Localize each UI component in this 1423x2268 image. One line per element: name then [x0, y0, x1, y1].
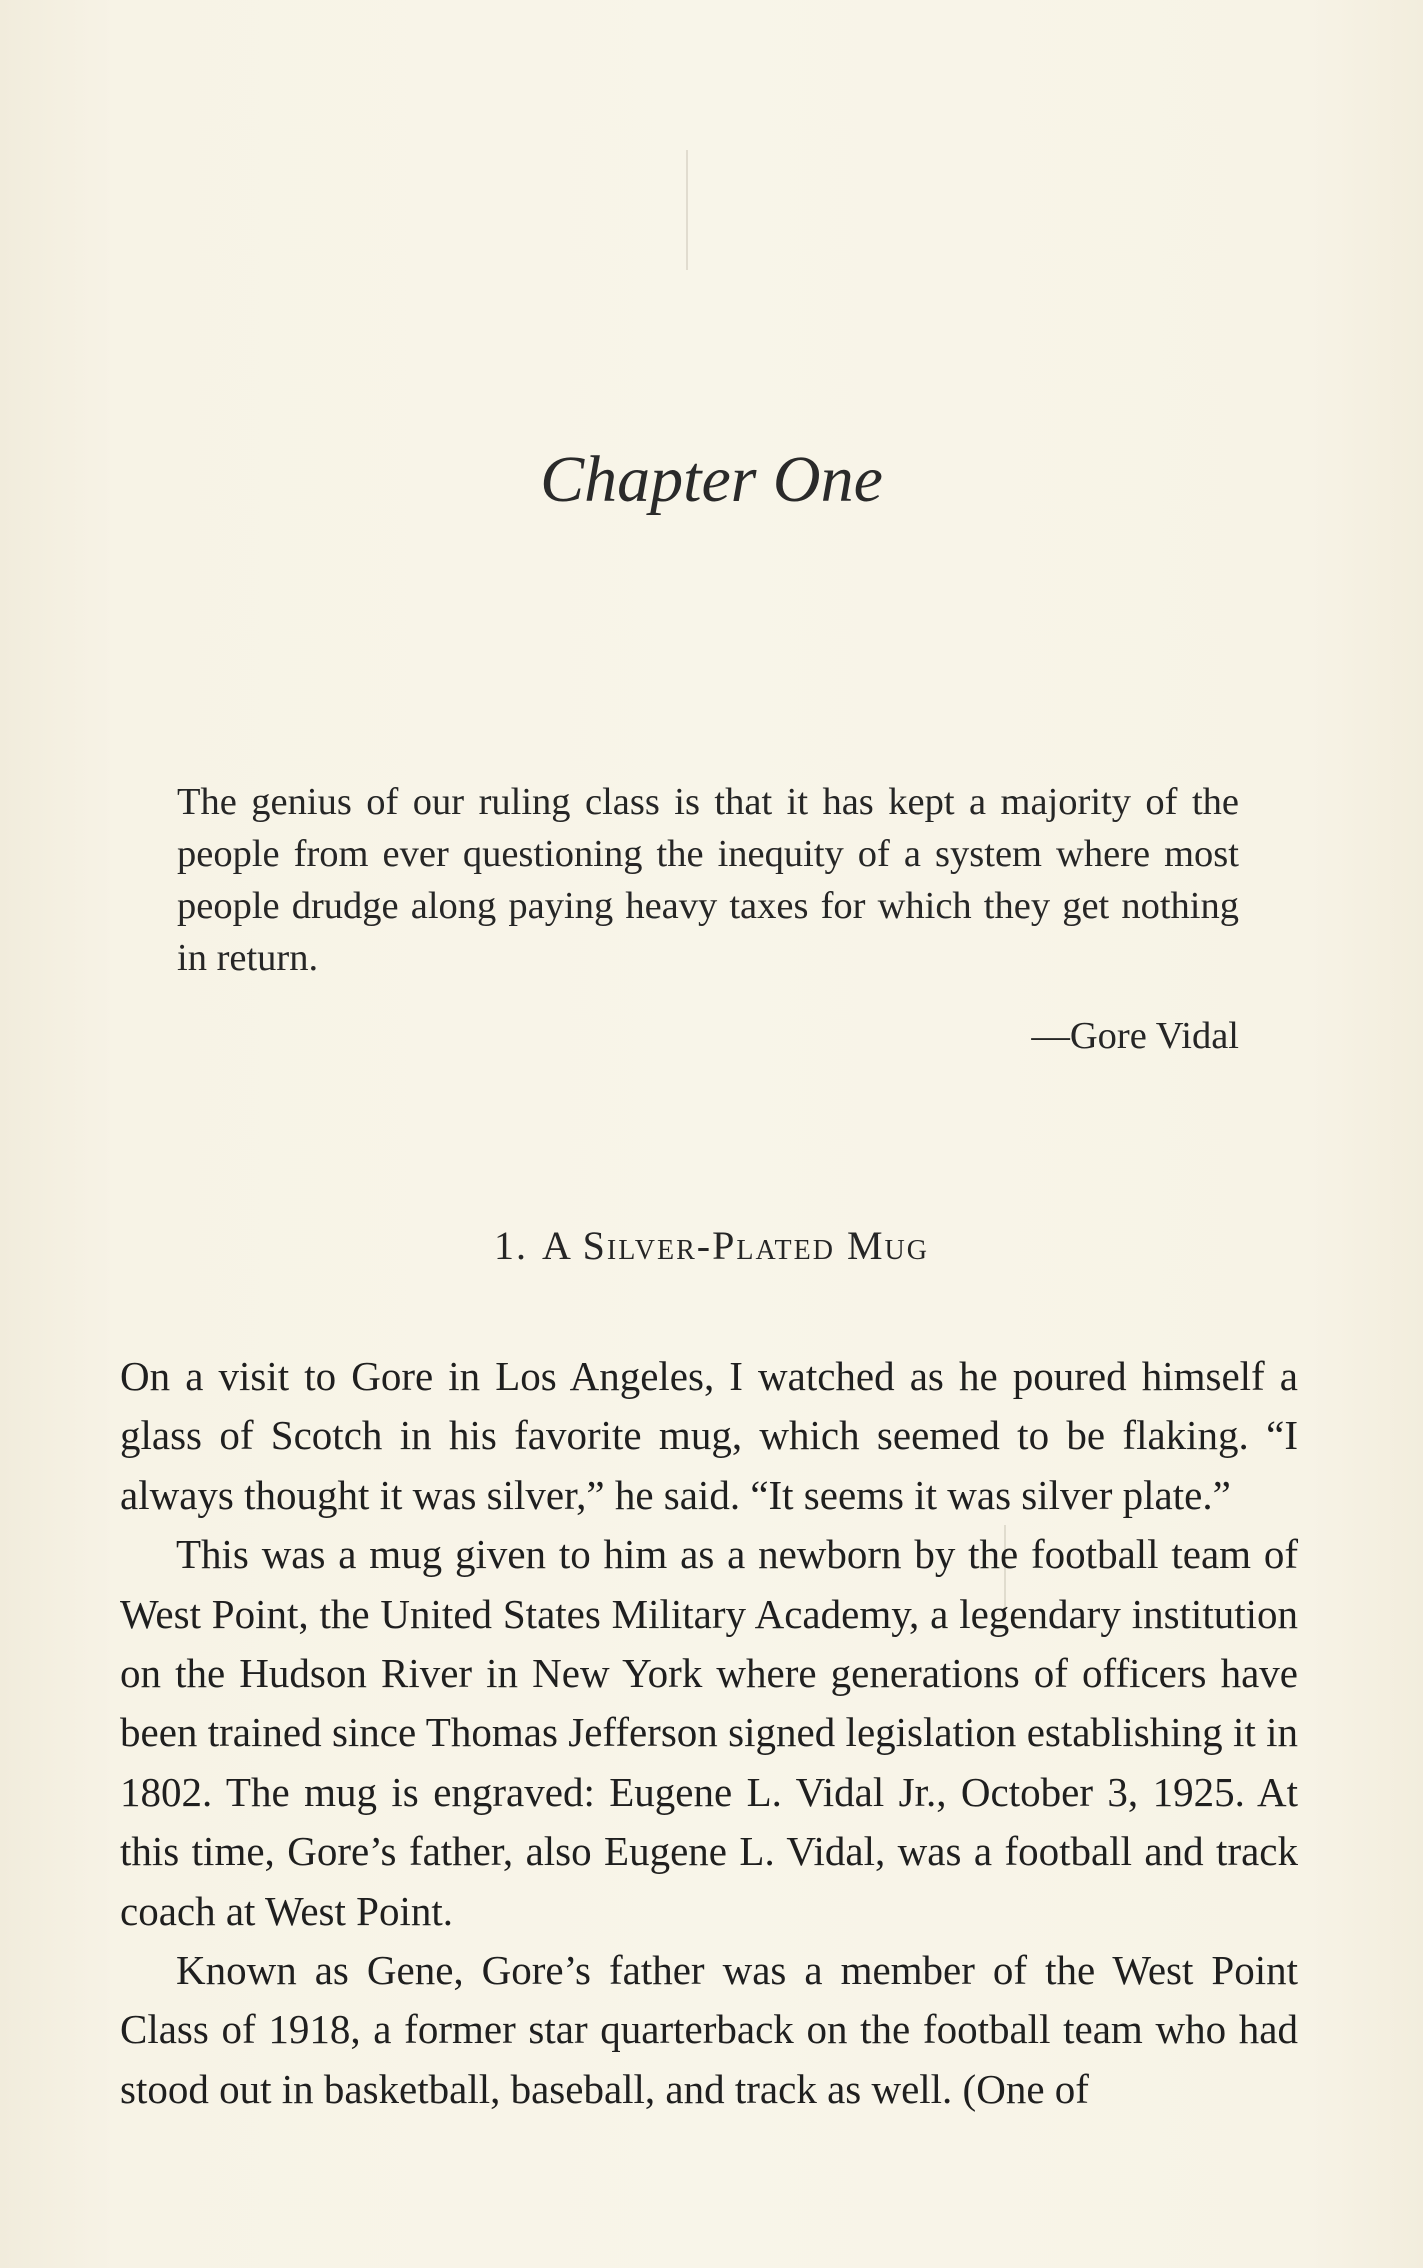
paragraph: Known as Gene, Gore’s father was a member of the West Point Class of 1918, a former star quarterback on the football team who had stood out in basketball, baseball, and track as well. (One of	[120, 1947, 1298, 2112]
body-text	[120, 1347, 1298, 2119]
epigraph-text: The genius of our ruling class is that it has kept a majority of the people from ever questioning the inequity of a system where most people drudge along paying heavy taxes for which they get nothing in return.	[177, 781, 1239, 979]
paragraph: This was a mug given to him as a newborn by the football team of West Point, the United States Military Academy, a legendary institution on the Hudson River in New York where generations of officers have been trained since Thomas Jefferson signed legislation establishing it in 1802. The mug is engraved: Eugene L. Vidal Jr., October 3, 1925. At this time, Gore’s father, also Eugene L. Vidal, was a football and track coach at West Point.	[120, 1531, 1298, 1934]
epigraph-attribution: —Gore Vidal	[1031, 1015, 1239, 1057]
chapter-title: Chapter One	[540, 443, 883, 516]
paragraph: On a visit to Gore in Los Angeles, I watched as he poured himself a glass of Scotch in his favorite mug, which seemed to be flaking. “I always thought it was silver,” he said. “It seems it was silver plate.”	[120, 1353, 1298, 1518]
scan-artifact-line	[686, 150, 688, 270]
section-heading	[0, 1218, 1423, 1274]
section-title: A Silver-Plated Mug	[541, 1223, 929, 1268]
section-number: 1.	[493, 1223, 528, 1268]
epigraph	[177, 776, 1239, 1062]
